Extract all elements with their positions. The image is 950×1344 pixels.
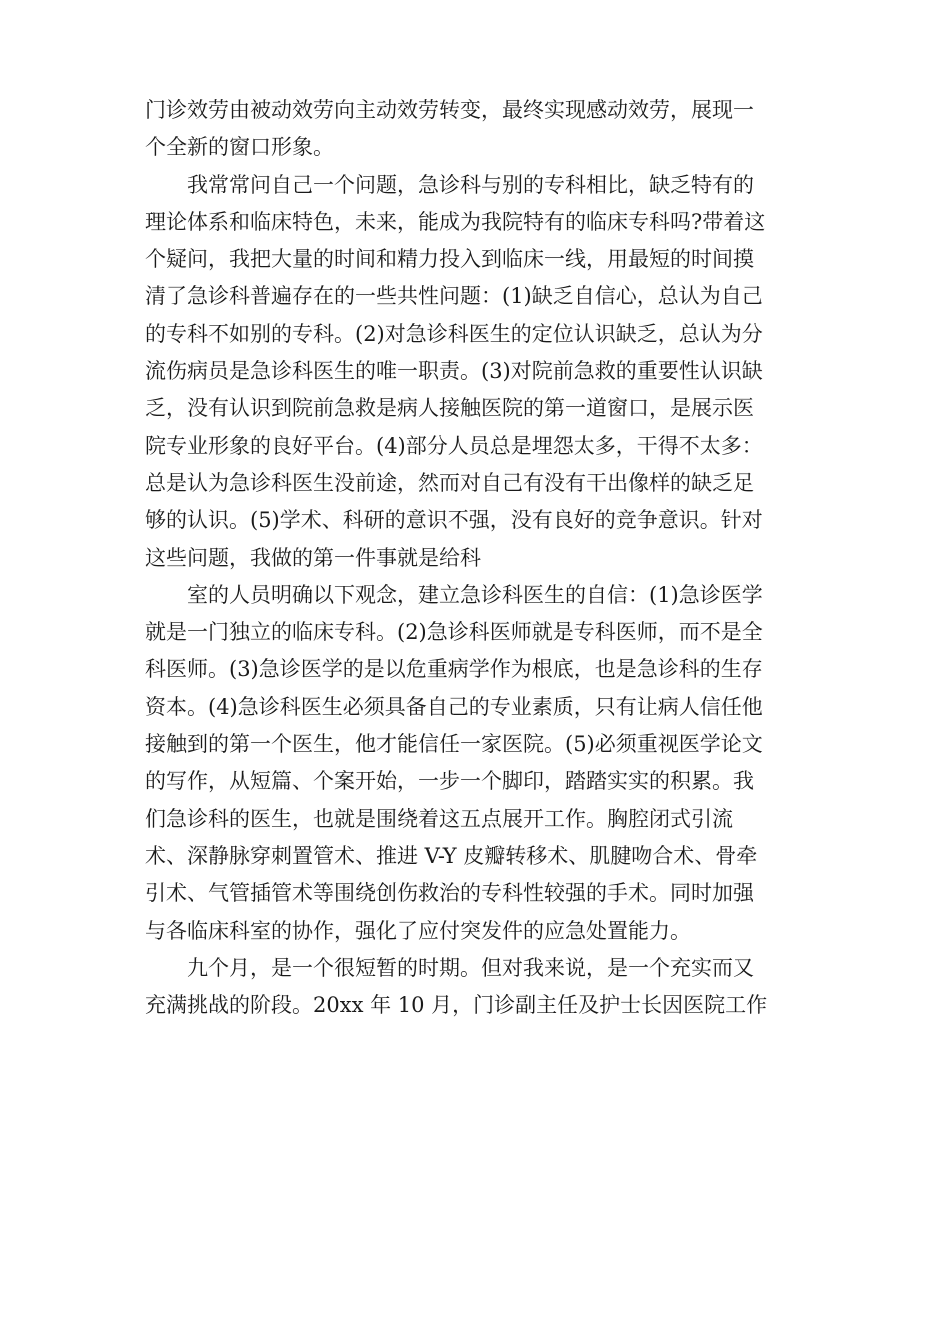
text-line: 门诊效劳由被动效劳向主动效劳转变，最终实现感动效劳，展现一	[145, 98, 754, 122]
paragraph-4	[145, 950, 805, 1025]
text-line: 我常常问自己一个问题，急诊科与别的专科相比，缺乏特有的	[187, 172, 754, 197]
text-line: 就是一门独立的临床专科。(2)急诊科医师就是专科医师，而不是全	[145, 620, 763, 645]
text-line: 流伤病员是急诊科医生的唯一职责。(3)对院前急救的重要性认识缺	[145, 359, 763, 384]
text-line: 接触到的第一个医生，他才能信任一家医院。(5)必须重视医学论文	[145, 732, 763, 757]
text-line: 乏，没有认识到院前急救是病人接触医院的第一道窗口，是展示医	[145, 396, 754, 421]
text-line: 个全新的窗口形象。	[145, 135, 334, 160]
text-line: 够的认识。(5)学术、科研的意识不强，没有良好的竞争意识。针对	[145, 508, 763, 533]
text-line: 的专科不如别的专科。(2)对急诊科医生的定位认识缺乏，总认为分	[145, 321, 763, 346]
text-line: 总是认为急诊科医生没前途，然而对自己有没有干出像样的缺乏足	[145, 470, 754, 495]
body-text	[145, 92, 805, 1024]
text-line: 九个月，是一个很短暂的时期。但对我来说，是一个充实而又	[187, 955, 754, 980]
text-line: 们急诊科的医生，也就是围绕着这五点展开工作。胸腔闭式引流	[145, 806, 733, 831]
paragraph-1	[145, 92, 805, 167]
paragraph-3	[145, 577, 805, 950]
text-line: 个疑问，我把大量的时间和精力投入到临床一线，用最短的时间摸	[145, 247, 754, 272]
text-line: 清了急诊科普遍存在的一些共性问题：(1)缺乏自信心，总认为自己	[145, 284, 763, 309]
text-line: 理论体系和临床特色，未来，能成为我院特有的临床专科吗?带着这	[145, 209, 766, 234]
text-line: 院专业形象的良好平台。(4)部分人员总是埋怨太多，干得不太多：	[145, 433, 763, 458]
text-line: 资本。(4)急诊科医生必须具备自己的专业素质，只有让病人信任他	[145, 694, 763, 719]
text-line: 术、深静脉穿刺置管术、推进 V-Y 皮瓣转移术、肌腱吻合术、骨牵	[145, 843, 758, 868]
text-line: 这些问题，我做的第一件事就是给科	[145, 545, 481, 570]
text-line: 充满挑战的阶段。20xx 年 10 月，门诊副主任及护士长因医院工作	[145, 993, 768, 1018]
text-line: 与各临床科室的协作，强化了应付突发件的应急处置能力。	[145, 918, 691, 943]
paragraph-2	[145, 167, 805, 577]
text-line: 引术、气管插管术等围绕创伤救治的专科性较强的手术。同时加强	[145, 881, 754, 906]
text-line: 的写作，从短篇、个案开始，一步一个脚印，踏踏实实的积累。我	[145, 769, 754, 794]
text-line: 科医师。(3)急诊医学的是以危重病学作为根底，也是急诊科的生存	[145, 657, 763, 682]
text-line: 室的人员明确以下观念，建立急诊科医生的自信：(1)急诊医学	[187, 582, 763, 607]
